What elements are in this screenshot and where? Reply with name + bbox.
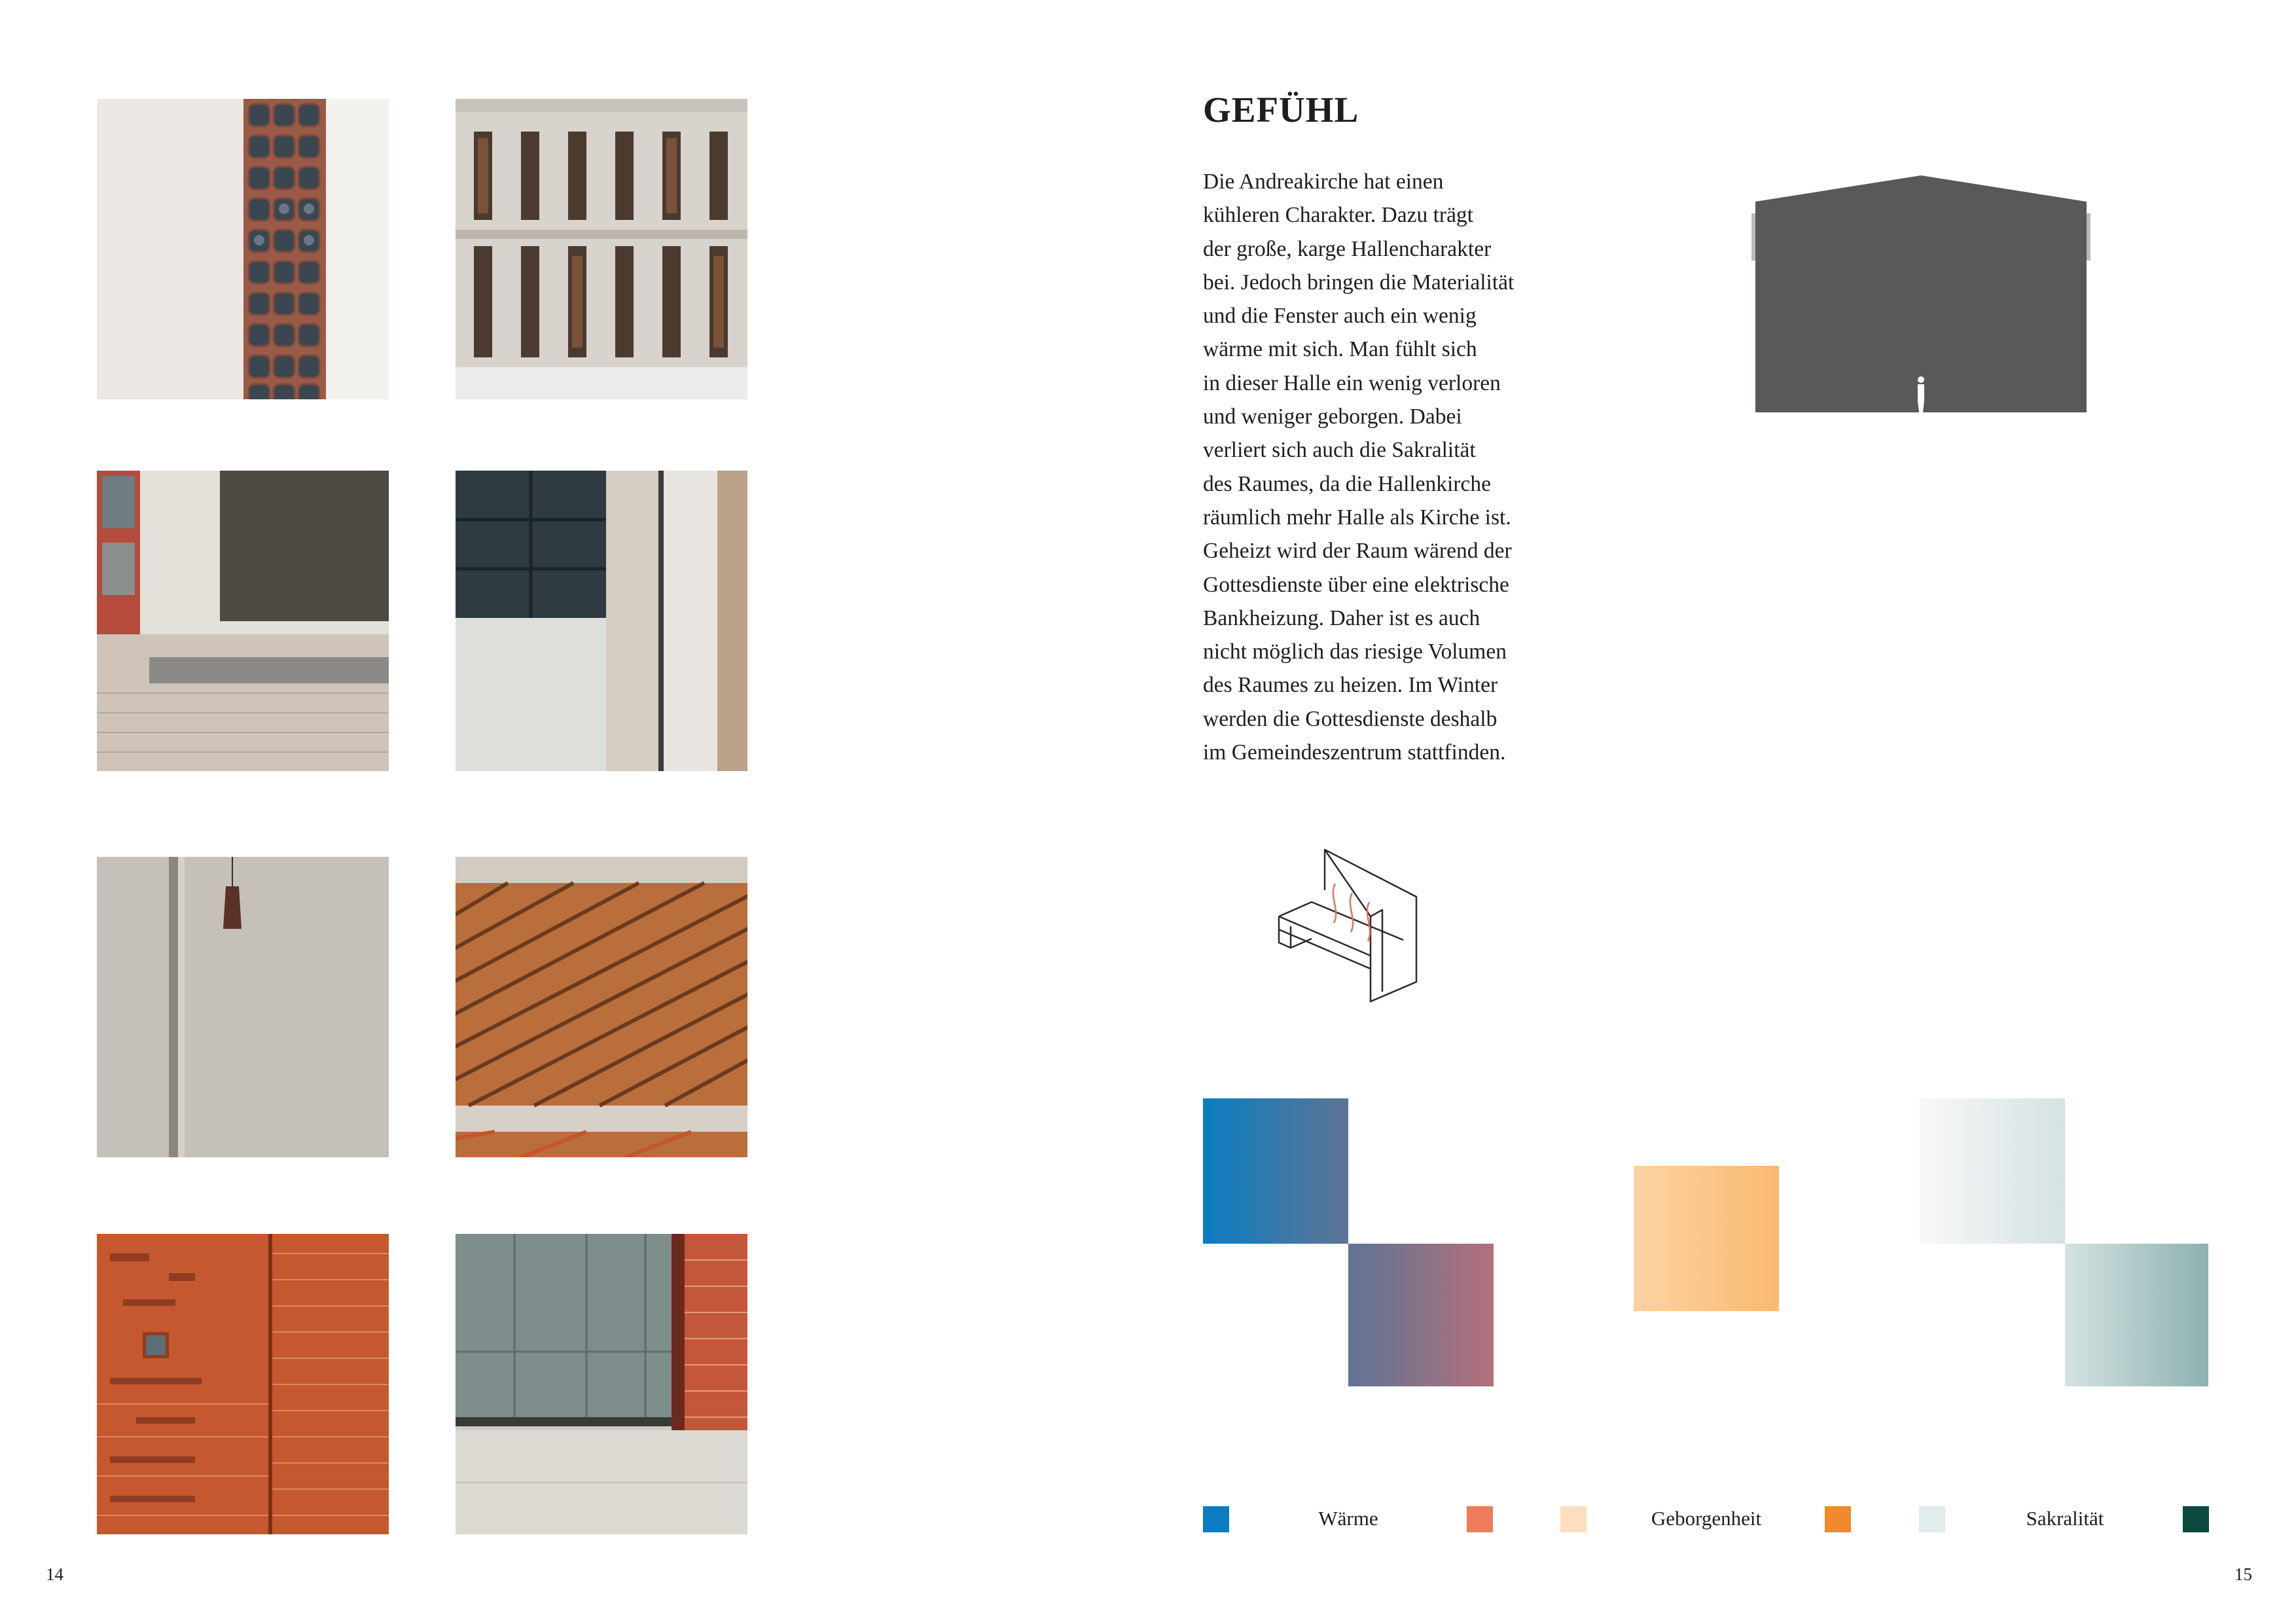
photo-metal-door-brick — [456, 1234, 747, 1534]
legend-sakralitaet-start-swatch — [1919, 1506, 1945, 1532]
sakralitaet-square-1 — [1920, 1098, 2065, 1244]
hall-silhouette-icon — [1751, 171, 2090, 415]
photo-wooden-ceiling-slats — [456, 857, 747, 1157]
photo-icon — [456, 99, 747, 399]
photo-icon — [456, 857, 747, 1157]
heated-bench-icon — [1272, 844, 1423, 1005]
legend-waerme-end-swatch — [1467, 1506, 1493, 1532]
photo-icon — [97, 99, 389, 399]
waerme-square-2 — [1348, 1244, 1494, 1386]
photo-interior-wall-lamp — [97, 857, 389, 1157]
geborgenheit-square — [1634, 1166, 1779, 1311]
sakralitaet-square-2 — [2065, 1244, 2208, 1386]
legend-label-sakralitaet: Sakralität — [2026, 1507, 2104, 1530]
legend-sakralitaet-end-swatch — [2183, 1506, 2209, 1532]
legend-geborgenheit-end-swatch — [1825, 1506, 1851, 1532]
waerme-square-1 — [1203, 1098, 1348, 1244]
page-title: GEFÜHL — [1203, 90, 1359, 130]
photo-brick-pattern-wall — [97, 1234, 389, 1534]
photo-icon — [97, 857, 389, 1157]
photo-window-corner-wall — [456, 471, 747, 771]
legend-waerme-start-swatch — [1203, 1506, 1229, 1532]
page-number-right: 15 — [2234, 1564, 2252, 1584]
legend-geborgenheit-start-swatch — [1560, 1506, 1587, 1532]
person-icon — [1918, 376, 1924, 412]
photo-icon — [97, 471, 389, 771]
page-number-left: 14 — [46, 1564, 63, 1584]
photo-concrete-lattice-window — [97, 99, 389, 399]
legend-label-geborgenheit: Geborgenheit — [1651, 1507, 1762, 1530]
photo-entrance-door-paving — [97, 471, 389, 771]
photo-icon — [456, 471, 747, 771]
feeling-gradient-diagram — [1203, 1098, 2208, 1386]
photo-concrete-fins-facade — [456, 99, 747, 399]
body-text: Die Andreakirche hat einen kühleren Charakter. Dazu trägt der große, karge Hallencharakter bei. Jedoch bringen die Materialität und die Fenster auch ein wenig wärme mit sich. Man fühlt sich in dieser Halle ein wenig verloren und weniger geborgen. Dabei verliert sich auch die Sakralität des Raumes, da die Hallenkirche räumlich mehr Halle als Kirche ist. Geheizt wird der Raum wärend der Gottesdienste über eine elektrische Bankheizung. Daher ist es auch nicht möglich das riesige Volumen des Raumes zu heizen. Im Winter werden die Gottesdienste deshalb im Gemeindeszentrum stattfinden. — [1203, 170, 1515, 765]
photo-icon — [456, 1234, 747, 1534]
legend-label-waerme: Wärme — [1318, 1507, 1378, 1530]
photo-icon — [97, 1234, 389, 1534]
